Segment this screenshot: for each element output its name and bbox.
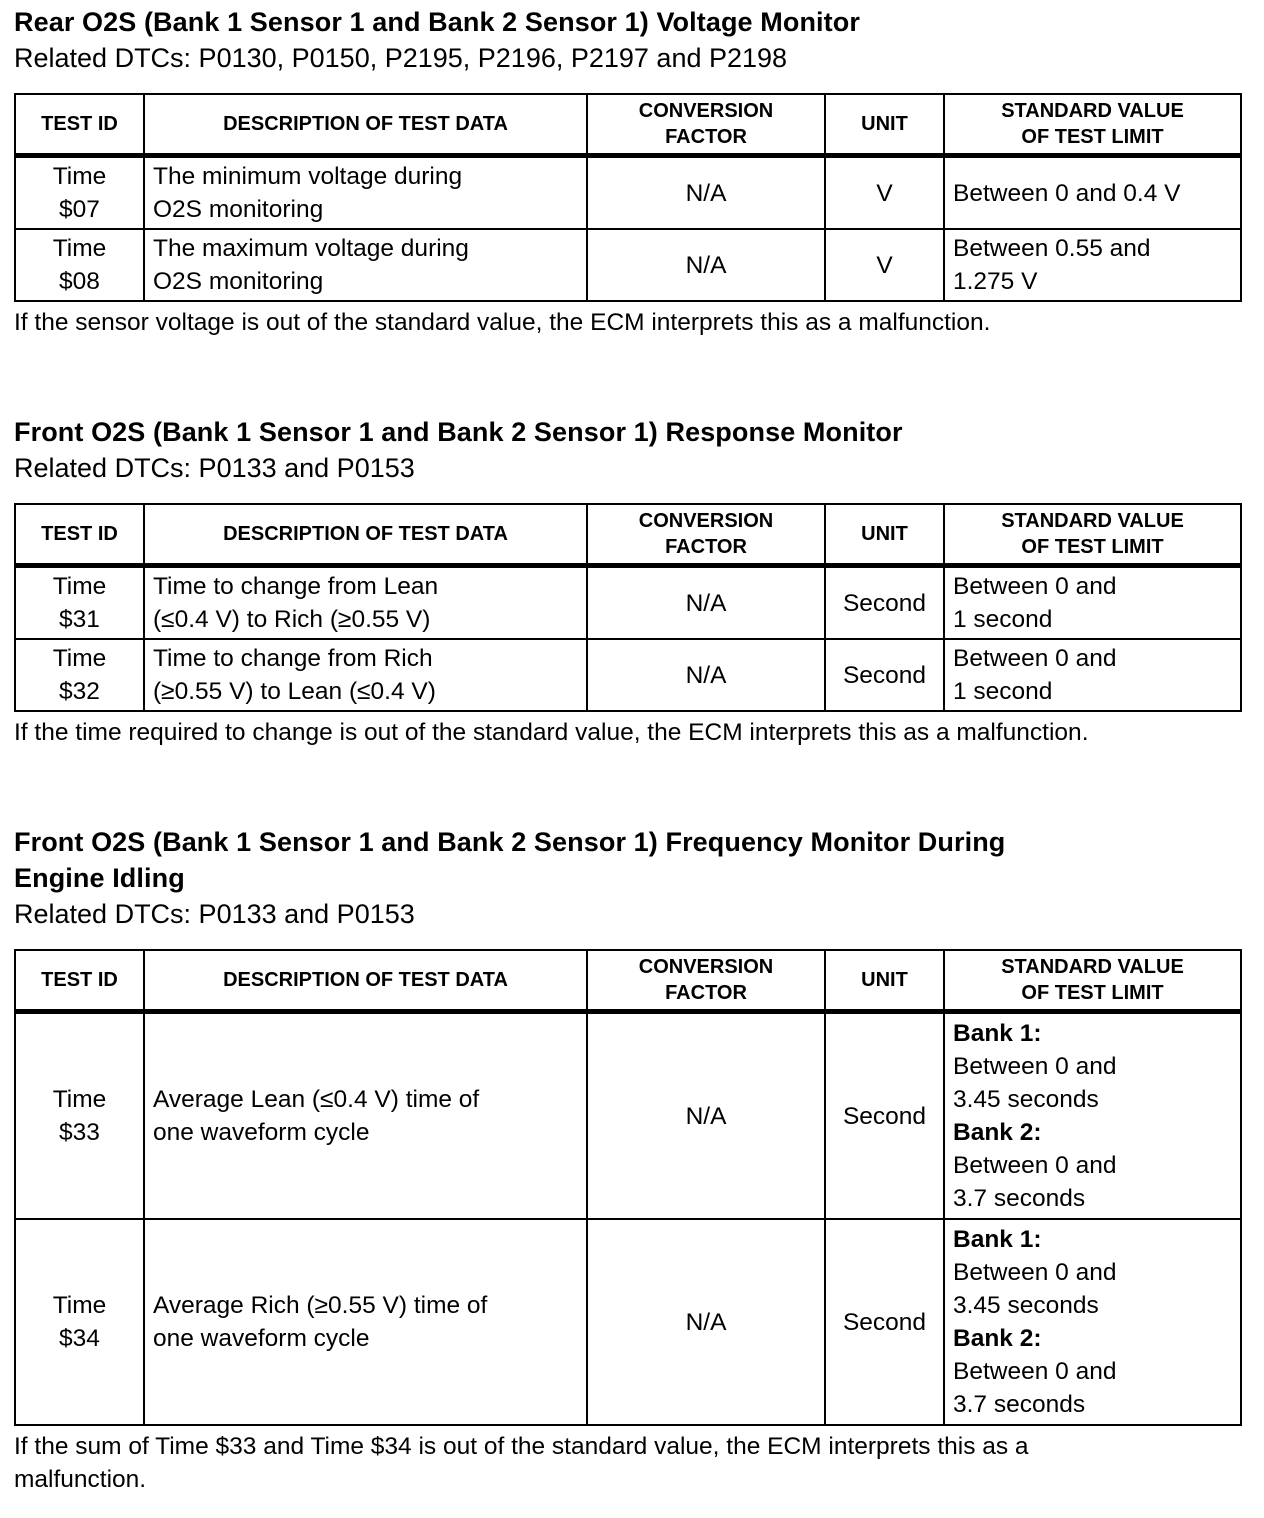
cell-test-id: Time $34 bbox=[15, 1219, 144, 1425]
cell-description: The maximum voltage during O2S monitoring bbox=[144, 229, 587, 301]
cell-limit: Between 0 and 1 second bbox=[944, 639, 1241, 711]
table-row bbox=[15, 1012, 1241, 1220]
section-title: Front O2S (Bank 1 Sensor 1 and Bank 2 Sensor 1) Response Monitor bbox=[14, 417, 903, 447]
cell-test-id: Time $31 bbox=[15, 566, 144, 640]
cell-limit: Bank 1: Between 0 and 3.45 seconds Bank 2: Between 0 and 3.7 seconds bbox=[944, 1219, 1241, 1425]
cell-description: Average Rich (≥0.55 V) time of one waveform cycle bbox=[144, 1219, 587, 1425]
header-unit: UNIT bbox=[825, 950, 944, 1012]
table-row bbox=[15, 639, 1241, 711]
header-description: DESCRIPTION OF TEST DATA bbox=[144, 950, 587, 1012]
header-unit: UNIT bbox=[825, 94, 944, 156]
header-standard-value: STANDARD VALUE OF TEST LIMIT bbox=[944, 504, 1241, 566]
cell-unit: Second bbox=[825, 1219, 944, 1425]
cell-unit: Second bbox=[825, 1012, 944, 1220]
table-row bbox=[15, 566, 1241, 640]
related-dtcs: Related DTCs: P0133 and P0153 bbox=[14, 899, 415, 929]
cell-conversion: N/A bbox=[587, 229, 825, 301]
table-header-row bbox=[15, 950, 1241, 1012]
cell-unit: Second bbox=[825, 566, 944, 640]
section-response-monitor bbox=[14, 414, 1242, 749]
section-note: If the time required to change is out of the standard value, the ECM interprets this as a malfunction. bbox=[14, 719, 1089, 746]
header-standard-value: STANDARD VALUE OF TEST LIMIT bbox=[944, 950, 1241, 1012]
bank2-label: Bank 2: bbox=[953, 1119, 1042, 1146]
table-row bbox=[15, 156, 1241, 230]
header-standard-value: STANDARD VALUE OF TEST LIMIT bbox=[944, 94, 1241, 156]
cell-conversion: N/A bbox=[587, 1012, 825, 1220]
header-test-id: TEST ID bbox=[15, 950, 144, 1012]
table-header-row bbox=[15, 94, 1241, 156]
bank1-label: Bank 1: bbox=[953, 1226, 1042, 1253]
table-row bbox=[15, 1219, 1241, 1425]
bank2-label: Bank 2: bbox=[953, 1325, 1042, 1352]
test-data-table bbox=[14, 949, 1242, 1426]
cell-limit: Bank 1: Between 0 and 3.45 seconds Bank 2: Between 0 and 3.7 seconds bbox=[944, 1012, 1241, 1220]
cell-conversion: N/A bbox=[587, 566, 825, 640]
cell-description: The minimum voltage during O2S monitoring bbox=[144, 156, 587, 230]
table-header-row bbox=[15, 504, 1241, 566]
cell-test-id: Time $08 bbox=[15, 229, 144, 301]
related-dtcs: Related DTCs: P0130, P0150, P2195, P2196, P2197 and P2198 bbox=[14, 43, 788, 73]
section-note: If the sensor voltage is out of the standard value, the ECM interprets this as a malfunction. bbox=[14, 309, 991, 336]
header-test-id: TEST ID bbox=[15, 504, 144, 566]
cell-test-id: Time $07 bbox=[15, 156, 144, 230]
test-data-table bbox=[14, 93, 1242, 302]
section-title: Rear O2S (Bank 1 Sensor 1 and Bank 2 Sensor 1) Voltage Monitor bbox=[14, 7, 860, 37]
cell-conversion: N/A bbox=[587, 156, 825, 230]
cell-test-id: Time $33 bbox=[15, 1012, 144, 1220]
section-frequency-monitor bbox=[14, 824, 1242, 1496]
table-row bbox=[15, 229, 1241, 301]
cell-test-id: Time $32 bbox=[15, 639, 144, 711]
header-conversion-factor: CONVERSION FACTOR bbox=[587, 94, 825, 156]
cell-limit: Between 0 and 0.4 V bbox=[944, 156, 1241, 230]
cell-unit: V bbox=[825, 229, 944, 301]
cell-limit: Between 0 and 1 second bbox=[944, 566, 1241, 640]
cell-conversion: N/A bbox=[587, 1219, 825, 1425]
header-description: DESCRIPTION OF TEST DATA bbox=[144, 94, 587, 156]
related-dtcs: Related DTCs: P0133 and P0153 bbox=[14, 453, 415, 483]
header-conversion-factor: CONVERSION FACTOR bbox=[587, 504, 825, 566]
cell-unit: V bbox=[825, 156, 944, 230]
test-data-table bbox=[14, 503, 1242, 712]
header-unit: UNIT bbox=[825, 504, 944, 566]
cell-unit: Second bbox=[825, 639, 944, 711]
cell-conversion: N/A bbox=[587, 639, 825, 711]
cell-description: Time to change from Rich (≥0.55 V) to Lean (≤0.4 V) bbox=[144, 639, 587, 711]
section-voltage-monitor bbox=[14, 4, 1242, 339]
header-description: DESCRIPTION OF TEST DATA bbox=[144, 504, 587, 566]
header-test-id: TEST ID bbox=[15, 94, 144, 156]
header-conversion-factor: CONVERSION FACTOR bbox=[587, 950, 825, 1012]
cell-description: Average Lean (≤0.4 V) time of one waveform cycle bbox=[144, 1012, 587, 1220]
section-title: Front O2S (Bank 1 Sensor 1 and Bank 2 Sensor 1) Frequency Monitor During Engine Idling bbox=[14, 827, 1006, 893]
section-note: If the sum of Time $33 and Time $34 is out of the standard value, the ECM interprets this as a malfunction. bbox=[14, 1433, 1029, 1493]
cell-limit: Between 0.55 and 1.275 V bbox=[944, 229, 1241, 301]
cell-description: Time to change from Lean (≤0.4 V) to Rich (≥0.55 V) bbox=[144, 566, 587, 640]
bank1-label: Bank 1: bbox=[953, 1020, 1042, 1047]
